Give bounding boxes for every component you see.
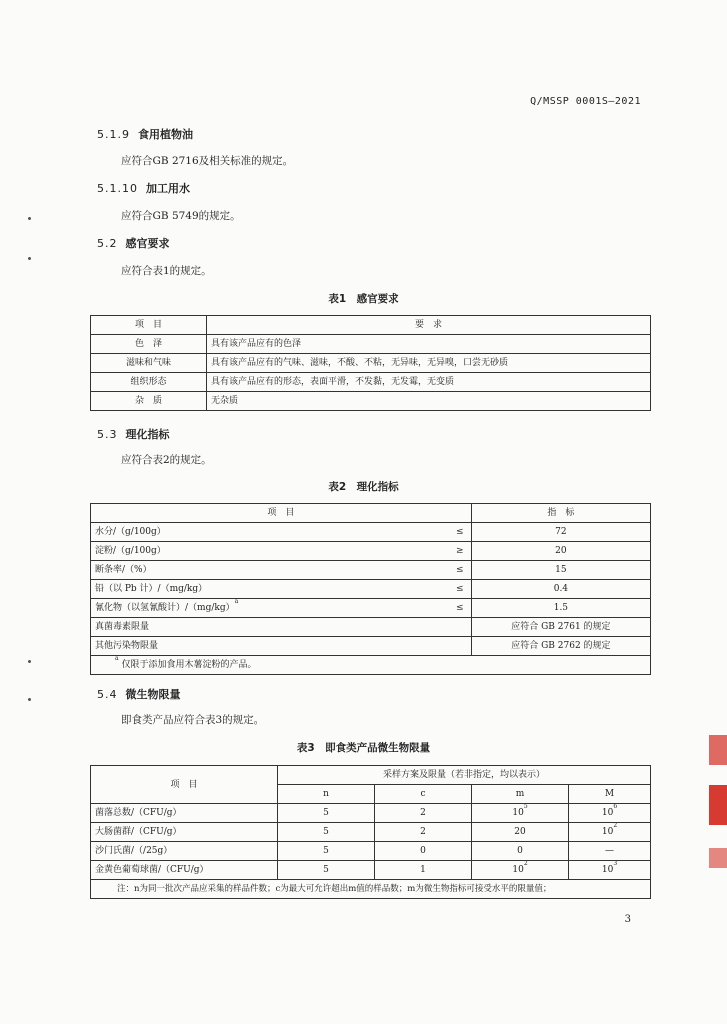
section-text: 应符合表1的规定。	[121, 265, 212, 277]
cell-item: 色 泽	[91, 335, 207, 354]
cell-value: 应符合 GB 2762 的规定	[471, 637, 650, 656]
cell-item: 氰化物（以氢氰酸计）/（mg/kg）	[95, 603, 235, 613]
cell-item: 滋味和气味	[91, 354, 207, 373]
cell-item: 其他污染物限量	[91, 637, 472, 656]
seal-fragment	[709, 785, 727, 825]
cell-item: 水分/（g/100g）	[91, 523, 449, 542]
section-number: 5.1.10	[97, 182, 138, 195]
cell-item: 断条率/（%）	[91, 561, 449, 580]
footnote-mark: a	[115, 655, 119, 662]
section-title: 感官要求	[125, 237, 170, 250]
section-text: 即食类产品应符合表3的规定。	[121, 714, 265, 726]
table-row	[91, 637, 651, 656]
cell-M: $10^3$	[569, 861, 651, 880]
cell-item: 淀粉/（g/100g）	[91, 542, 449, 561]
section-heading-5-3	[97, 426, 170, 442]
cell-c: 2	[375, 823, 472, 842]
section-title: 微生物限量	[125, 688, 181, 701]
cell-requirement: 具有该产品应有的气味、滋味，不酸、不粘，无异味，无异嗅，口尝无砂质	[207, 354, 651, 373]
scan-speck	[28, 257, 31, 260]
table-row	[91, 542, 651, 561]
section-number: 5.4	[97, 688, 118, 701]
table-header-row	[91, 504, 651, 523]
cell-M: $10^2$	[569, 823, 651, 842]
cell-comparator: ≥	[449, 542, 472, 561]
cell-M: —	[569, 842, 651, 861]
cell-item: 铅（以 Pb 计）/（mg/kg）	[91, 580, 449, 599]
section-text: 应符合GB 2716及相关标准的规定。	[121, 155, 294, 167]
section-number: 5.3	[97, 428, 118, 441]
table-row	[91, 618, 651, 637]
section-heading-5-4	[97, 686, 181, 702]
table-row	[91, 842, 651, 861]
scan-speck	[28, 660, 31, 663]
table-footnote-row	[91, 656, 651, 675]
section-title: 理化指标	[125, 428, 170, 441]
cell-c: 1	[375, 861, 472, 880]
table2-physicochemical	[90, 503, 651, 675]
table-row	[91, 561, 651, 580]
table3-microbial-limits	[90, 765, 651, 899]
seal-fragment	[709, 848, 727, 868]
cell-m: $10^5$	[472, 804, 569, 823]
table-row	[91, 354, 651, 373]
cell-comparator: ≤	[449, 580, 472, 599]
header-sampling-plan: 采样方案及限量（若非指定，均以表示）	[278, 766, 651, 785]
cell-value: 0.4	[471, 580, 650, 599]
cell-value: 1.5	[471, 599, 650, 618]
cell-item: 大肠菌群/（CFU/g）	[91, 823, 278, 842]
section-number: 5.2	[97, 237, 118, 250]
section-heading-5-2	[97, 235, 170, 251]
cell-value: 20	[471, 542, 650, 561]
cell-m: $10^2$	[472, 861, 569, 880]
header-m: m	[472, 785, 569, 804]
cell-item: 杂 质	[91, 392, 207, 411]
header-item: 项 目	[91, 504, 472, 523]
table-row	[91, 804, 651, 823]
table1-sensory	[90, 315, 651, 411]
section-heading-5-1-10	[97, 180, 190, 196]
page-number: 3	[624, 914, 631, 925]
table1-caption: 表1 感官要求	[328, 293, 399, 305]
table-row	[91, 373, 651, 392]
cell-item: 组织形态	[91, 373, 207, 392]
section-heading-5-1-9	[97, 126, 193, 142]
standard-code: Q/MSSP 0001S—2021	[530, 96, 641, 107]
section-title: 加工用水	[146, 182, 190, 195]
cell-n: 5	[278, 861, 375, 880]
cell-comparator: ≤	[449, 561, 472, 580]
cell-n: 5	[278, 804, 375, 823]
footnote-text: 仅限于添加食用木薯淀粉的产品。	[121, 660, 257, 670]
table3-caption: 表3 即食类产品微生物限量	[296, 742, 431, 754]
scan-speck	[28, 698, 31, 701]
cell-item: 沙门氏菌/（/25g）	[91, 842, 278, 861]
header-requirement: 要 求	[207, 316, 651, 335]
cell-M: $10^6$	[569, 804, 651, 823]
cell-item: 真菌毒素限量	[91, 618, 472, 637]
table-row	[91, 861, 651, 880]
cell-c: 0	[375, 842, 472, 861]
table-row	[91, 823, 651, 842]
section-title: 食用植物油	[138, 128, 193, 141]
header-indicator: 指 标	[471, 504, 650, 523]
table-row	[91, 392, 651, 411]
section-text: 应符合GB 5749的规定。	[121, 210, 241, 222]
cell-comparator: ≤	[449, 599, 472, 618]
cell-requirement: 具有该产品应有的形态，表面平滑，不发黏，无发霉，无变质	[207, 373, 651, 392]
table-header-row	[91, 766, 651, 785]
seal-fragment	[709, 735, 727, 765]
cell-comparator: ≤	[449, 523, 472, 542]
header-n: n	[278, 785, 375, 804]
table-row	[91, 335, 651, 354]
cell-requirement: 无杂质	[207, 392, 651, 411]
header-item: 项 目	[91, 766, 278, 804]
table-footnote	[91, 656, 651, 675]
footnote-mark: a	[234, 598, 239, 605]
cell-m: 0	[472, 842, 569, 861]
section-number: 5.1.9	[97, 128, 130, 141]
cell-item-with-footnote	[91, 599, 449, 618]
header-item: 项 目	[91, 316, 207, 335]
header-M: M	[569, 785, 651, 804]
cell-c: 2	[375, 804, 472, 823]
cell-m: 20	[472, 823, 569, 842]
table-note-row	[91, 880, 651, 899]
scan-speck	[28, 217, 31, 220]
cell-value: 15	[471, 561, 650, 580]
cell-item: 金黄色葡萄球菌/（CFU/g）	[91, 861, 278, 880]
cell-n: 5	[278, 842, 375, 861]
cell-requirement: 具有该产品应有的色泽	[207, 335, 651, 354]
table-row	[91, 599, 651, 618]
cell-item: 菌落总数/（CFU/g）	[91, 804, 278, 823]
table2-caption: 表2 理化指标	[328, 481, 399, 493]
section-text: 应符合表2的规定。	[121, 454, 212, 466]
table-row	[91, 580, 651, 599]
cell-value: 72	[471, 523, 650, 542]
table-row	[91, 523, 651, 542]
header-c: c	[375, 785, 472, 804]
cell-value: 应符合 GB 2761 的规定	[471, 618, 650, 637]
table-note: 注：n为同一批次产品应采集的样品件数；c为最大可允许超出m值的样品数；m为微生物指标可接受水平的限量值；	[91, 880, 651, 899]
cell-n: 5	[278, 823, 375, 842]
table-header-row	[91, 316, 651, 335]
